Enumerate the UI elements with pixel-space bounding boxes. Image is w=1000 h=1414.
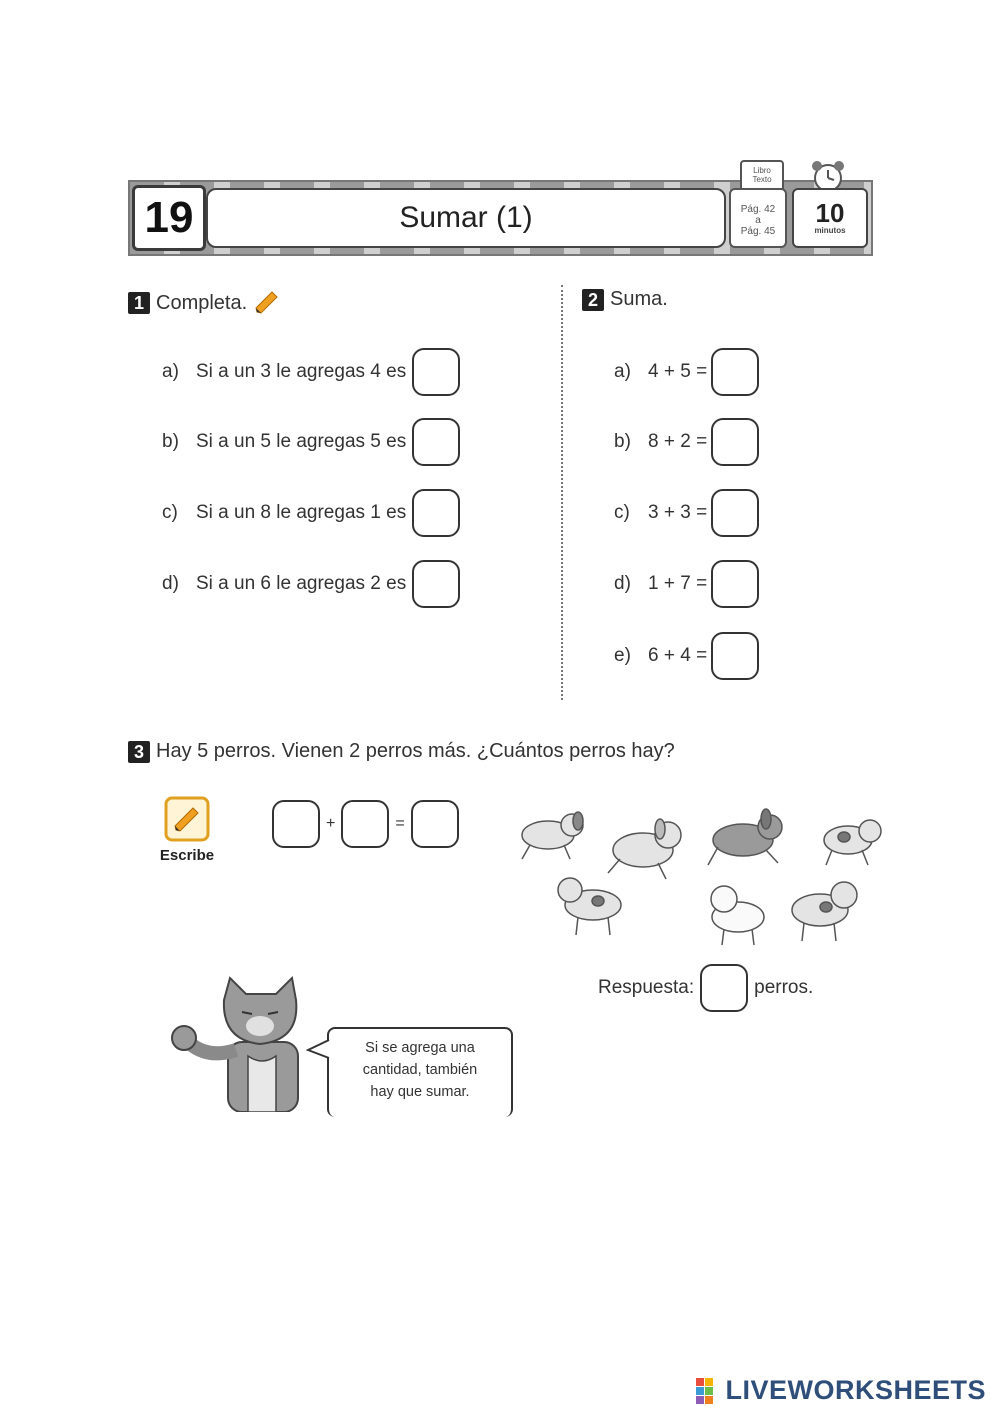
section2-number: 2 <box>582 289 604 311</box>
s2-item-c <box>614 489 759 537</box>
section1-heading <box>128 288 281 318</box>
equation-box-1[interactable] <box>272 800 320 848</box>
page-to: Pág. 45 <box>740 226 776 237</box>
speech-line-3: hay que sumar. <box>370 1084 470 1100</box>
answer-box-s3[interactable] <box>700 964 748 1012</box>
dog-3 <box>708 809 782 865</box>
speech-line-2: cantidad, también <box>362 1062 478 1078</box>
book-label-1: Libro <box>753 166 771 175</box>
section3-title: Hay 5 perros. Vienen 2 perros más. ¿Cuántos perros hay? <box>156 740 675 762</box>
s2-item-a <box>614 348 759 396</box>
s1-label-a: a) <box>162 361 179 382</box>
answer-box-s1-a[interactable] <box>412 348 460 396</box>
dog-6 <box>711 886 764 945</box>
equation-box-3[interactable] <box>411 800 459 848</box>
section1-number: 1 <box>128 292 150 314</box>
s2-text-e: 6 + 4 = <box>648 645 708 666</box>
liveworksheets-logo <box>695 1375 986 1406</box>
dog-1 <box>522 812 583 859</box>
answer-box-s2-e[interactable] <box>711 632 759 680</box>
s1-item-a <box>162 348 460 396</box>
answer-box-s2-a[interactable] <box>711 348 759 396</box>
pencil-icon <box>164 796 210 842</box>
s2-item-b <box>614 418 759 466</box>
book-icon <box>740 160 784 190</box>
answer-line <box>598 964 813 1012</box>
s2-label-c: c) <box>614 502 630 523</box>
page-sep: a <box>755 215 761 226</box>
s2-label-a: a) <box>614 361 631 382</box>
answer-box-s1-b[interactable] <box>412 418 460 466</box>
s2-text-a: 4 + 5 = <box>648 361 708 382</box>
answer-box-s1-d[interactable] <box>412 560 460 608</box>
s2-label-d: d) <box>614 573 631 594</box>
page-from: Pág. 42 <box>740 204 776 215</box>
s2-text-c: 3 + 3 = <box>648 502 708 523</box>
section2-heading <box>582 288 668 311</box>
dog-4 <box>824 820 881 865</box>
equation-box-2[interactable] <box>341 800 389 848</box>
dog-2 <box>608 819 681 879</box>
answer-box-s2-d[interactable] <box>711 560 759 608</box>
column-divider <box>561 285 563 700</box>
time-value: 10 <box>815 198 845 228</box>
cat-character <box>166 970 316 1112</box>
s1-label-c: c) <box>162 502 178 523</box>
logo-icon <box>695 1377 723 1405</box>
section1-title: Completa. <box>156 291 248 314</box>
answer-box-s2-c[interactable] <box>711 489 759 537</box>
speech-bubble-tail <box>306 1038 330 1062</box>
answer-label: Respuesta: <box>598 977 695 998</box>
speech-bubble <box>327 1027 513 1117</box>
equation-row <box>272 800 459 848</box>
s2-item-e <box>614 632 759 680</box>
time-unit: minutos <box>814 226 846 235</box>
equals-sign: = <box>395 815 405 832</box>
dogs-illustration <box>508 795 888 955</box>
s2-text-d: 1 + 7 = <box>648 573 708 594</box>
time-box <box>792 188 868 248</box>
pencil-icon <box>251 288 281 318</box>
answer-box-s1-c[interactable] <box>412 489 460 537</box>
book-label-2: Texto <box>752 175 772 184</box>
answer-unit: perros. <box>754 977 814 998</box>
s1-text-b: Si a un 5 le agregas 5 es <box>196 431 407 452</box>
worksheet-number: 19 <box>132 185 206 251</box>
s1-text-a: Si a un 3 le agregas 4 es <box>196 361 407 382</box>
dog-5 <box>558 878 621 935</box>
write-badge <box>150 796 224 864</box>
watermark-text: LIVEWORKSHEETS <box>725 1375 986 1405</box>
write-label: Escribe <box>159 847 215 864</box>
s2-label-e: e) <box>614 645 631 666</box>
s1-item-d <box>162 560 460 608</box>
dog-7 <box>792 882 857 941</box>
s1-label-d: d) <box>162 573 179 594</box>
s1-item-c <box>162 489 460 537</box>
speech-line-1: Si se agrega una <box>365 1040 475 1056</box>
page-range <box>729 188 787 248</box>
section3-number: 3 <box>128 741 150 763</box>
s2-label-b: b) <box>614 431 631 452</box>
s2-text-b: 8 + 2 = <box>648 431 708 452</box>
s1-text-d: Si a un 6 le agregas 2 es <box>196 573 407 594</box>
s1-label-b: b) <box>162 431 179 452</box>
s1-item-b <box>162 418 460 466</box>
s2-item-d <box>614 560 759 608</box>
section3-heading <box>128 740 675 763</box>
section2-title: Suma. <box>610 288 668 310</box>
page-title: Sumar (1) <box>206 188 726 248</box>
s1-text-c: Si a un 8 le agregas 1 es <box>196 502 407 523</box>
answer-box-s2-b[interactable] <box>711 418 759 466</box>
plus-sign: + <box>326 815 336 832</box>
